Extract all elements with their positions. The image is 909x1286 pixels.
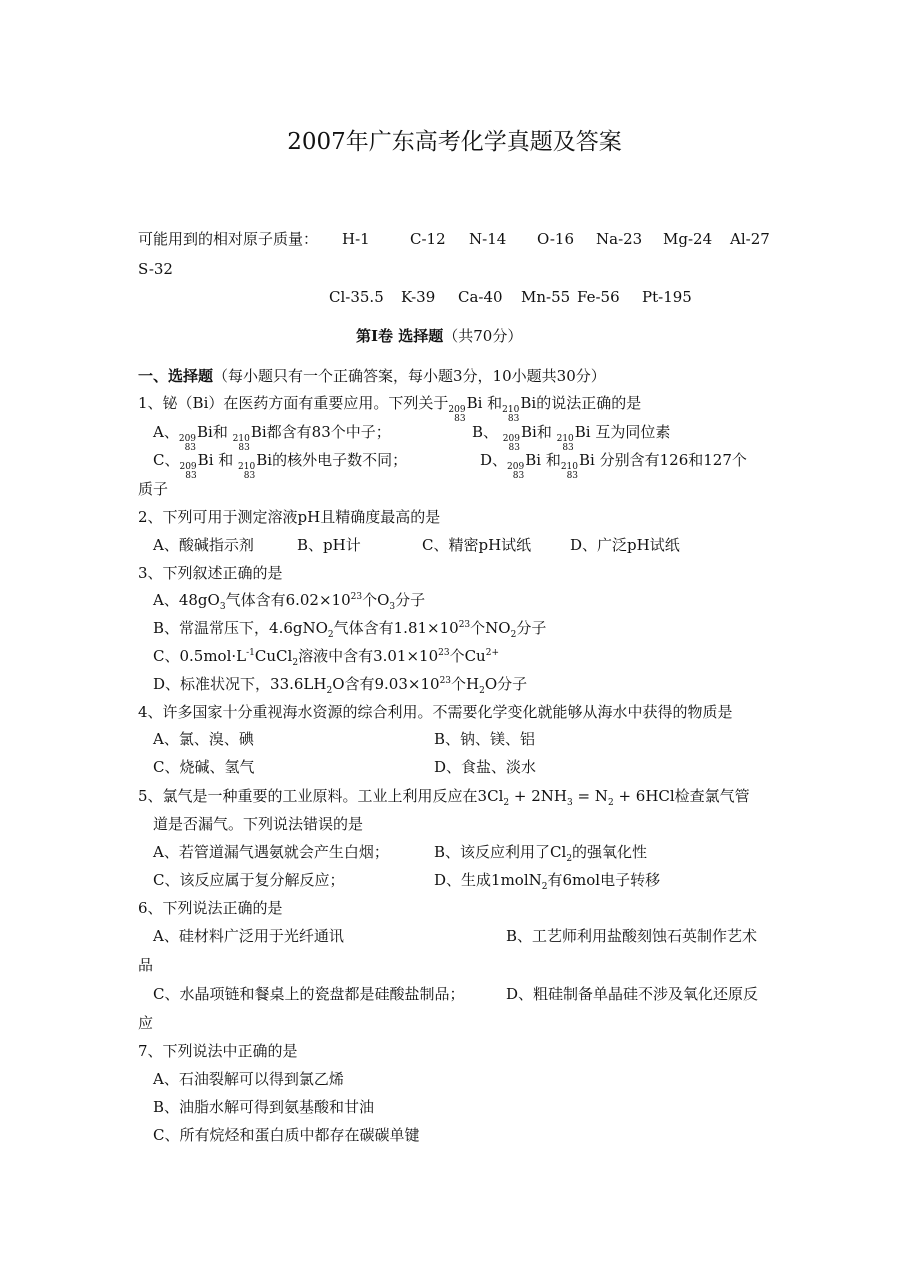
q3-option-c: C、$0.5mol\cdot L^{-1}CuCl_2$溶液中含有$3.01\times 10^{23}$个$Cu^{2+}$ [153, 647, 499, 668]
nuclide-bi210: 210 83 Bi [232, 423, 267, 453]
q4-option-d: D、食盐、淡水 [434, 758, 537, 776]
atomic-mass-fe: Fe-56 [577, 288, 620, 306]
q6-option-c: C、水晶项链和餐桌上的瓷盘都是硅酸盐制品； [153, 985, 465, 1003]
atomic-mass-h: H-1 [342, 230, 370, 248]
q4-option-a: A、氯、溴、碘 [153, 730, 254, 748]
q5-stem: 5、氯气是一种重要的工业原料。工业上利用反应在$3Cl_2 + 2NH_3 = N_2 + 6HCl$检查氯气管 [138, 787, 750, 808]
part-heading-note: （每小题只有一个正确答案，每小题3分，10小题共30分） [213, 367, 606, 385]
section-heading-bold: 第Ⅰ卷 选择题 [356, 327, 444, 345]
atomic-mass-mn: Mn-55 [521, 288, 571, 306]
atomic-mass-label: 可能用到的相对原子质量： [138, 230, 319, 248]
q4-option-b: B、钠、镁、铝 [434, 730, 536, 748]
atomic-mass-mg: Mg-24 [663, 230, 713, 248]
q3-option-d: D、标准状况下，$33.6LH_2O$含有$9.03\times 10^{23}$个$H_2O$分子 [153, 675, 528, 696]
q7-option-a: A、石油裂解可以得到氯乙烯 [153, 1070, 344, 1088]
q5-stem-wrap: 道是否漏气。下列说法错误的是 [153, 815, 364, 833]
q1-option-d-wrap: 质子 [138, 480, 169, 498]
q2-option-d: D、广泛pH试纸 [570, 536, 680, 554]
q5-option-d: D、生成1molN$_2$有6mol电子转移 [434, 871, 661, 892]
nuclide-bi210: 210 83 Bi [556, 423, 591, 453]
atomic-mass-s: S-32 [138, 260, 173, 278]
q1-option-c: C、 209 83 Bi 和 210 83 Bi的核外电子数不同； [153, 451, 408, 481]
atomic-mass-n: N-14 [469, 230, 507, 248]
q6-option-a: A、硅材料广泛用于光纤通讯 [153, 927, 344, 945]
q4-option-c: C、烧碱、氢气 [153, 758, 255, 776]
atomic-mass-cl: Cl-35.5 [329, 288, 384, 306]
q1-stem-and: 和 [482, 394, 503, 412]
part-heading [138, 366, 606, 386]
q1-option-d: D、 209 83 Bi 和 210 83 Bi 分别含有126和127个 [480, 451, 747, 481]
q3-option-b: B、常温常压下，4.6gNO$_2$气体含有$1.81\times 10^{23}$个$NO_2$分子 [153, 619, 547, 640]
q7-option-b: B、油脂水解可得到氨基酸和甘油 [153, 1098, 375, 1116]
atomic-mass-na: Na-23 [596, 230, 643, 248]
q3-option-a: A、$48gO_3$气体含有$6.02\times 10^{23}$个$O_3$分子 [153, 591, 426, 612]
q7-option-c: C、所有烷烃和蛋白质中都存在碳碳单键 [153, 1126, 420, 1144]
page-title: 2007年广东高考化学真题及答案 [287, 129, 622, 155]
nuclide-bi210: 210 83 Bi [502, 394, 537, 424]
nuclide-bi210: 210 83 Bi [560, 451, 595, 481]
q7-stem: 7、下列说法中正确的是 [138, 1042, 298, 1060]
q6-option-d: D、粗硅制备单晶硅不涉及氧化还原反 [506, 985, 759, 1003]
q6-option-d-wrap: 应 [138, 1014, 154, 1032]
q2-option-b: B、pH计 [297, 536, 361, 554]
part-heading-bold: 一、选择题 [138, 367, 214, 385]
atomic-mass-pt: Pt-195 [642, 288, 692, 306]
atomic-mass-ca: Ca-40 [458, 288, 503, 306]
q5-option-b: B、该反应利用了$Cl_2$的强氧化性 [434, 843, 648, 864]
q6-stem: 6、下列说法正确的是 [138, 899, 283, 917]
q6-option-b-wrap: 品 [138, 956, 154, 974]
q1-option-b: B、 209 83 Bi和 210 83 Bi 互为同位素 [472, 423, 671, 453]
q1-stem [138, 393, 641, 424]
q1-stem-text: 1、铋（Bi）在医药方面有重要应用。下列关于 [138, 394, 449, 412]
q5-option-c: C、该反应属于复分解反应； [153, 871, 345, 889]
q5-option-a: A、若管道漏气遇氨就会产生白烟； [153, 843, 389, 861]
nuclide-bi209: 209 83 Bi [448, 394, 483, 424]
q1-option-a: A、 209 83 Bi和 210 83 Bi都含有83个中子； [153, 423, 391, 453]
nuclide-bi209: 209 83 Bi [507, 451, 542, 481]
atomic-mass-al: Al-27 [730, 230, 770, 248]
nuclide-bi210: 210 83 Bi [238, 451, 273, 481]
atomic-mass-k: K-39 [401, 288, 436, 306]
atomic-mass-c: C-12 [410, 230, 446, 248]
q6-option-b: B、工艺师利用盐酸刻蚀石英制作艺术 [506, 927, 758, 945]
q1-stem-end: 的说法正确的是 [536, 394, 642, 412]
q4-stem: 4、许多国家十分重视海水资源的综合利用。不需要化学变化就能够从海水中获得的物质是 [138, 703, 733, 721]
nuclide-bi209: 209 83 Bi [502, 423, 537, 453]
q2-stem: 2、下列可用于测定溶液pH且精确度最高的是 [138, 508, 441, 526]
q2-option-c: C、精密pH试纸 [422, 536, 532, 554]
q2-option-a: A、酸碱指示剂 [153, 536, 254, 554]
q3-stem: 3、下列叙述正确的是 [138, 564, 283, 582]
section-heading-score: （共70分） [443, 327, 523, 345]
nuclide-bi209: 209 83 Bi [178, 423, 213, 453]
atomic-mass-o: O-16 [537, 230, 575, 248]
section-heading [356, 326, 522, 346]
nuclide-bi209: 209 83 Bi [179, 451, 214, 481]
